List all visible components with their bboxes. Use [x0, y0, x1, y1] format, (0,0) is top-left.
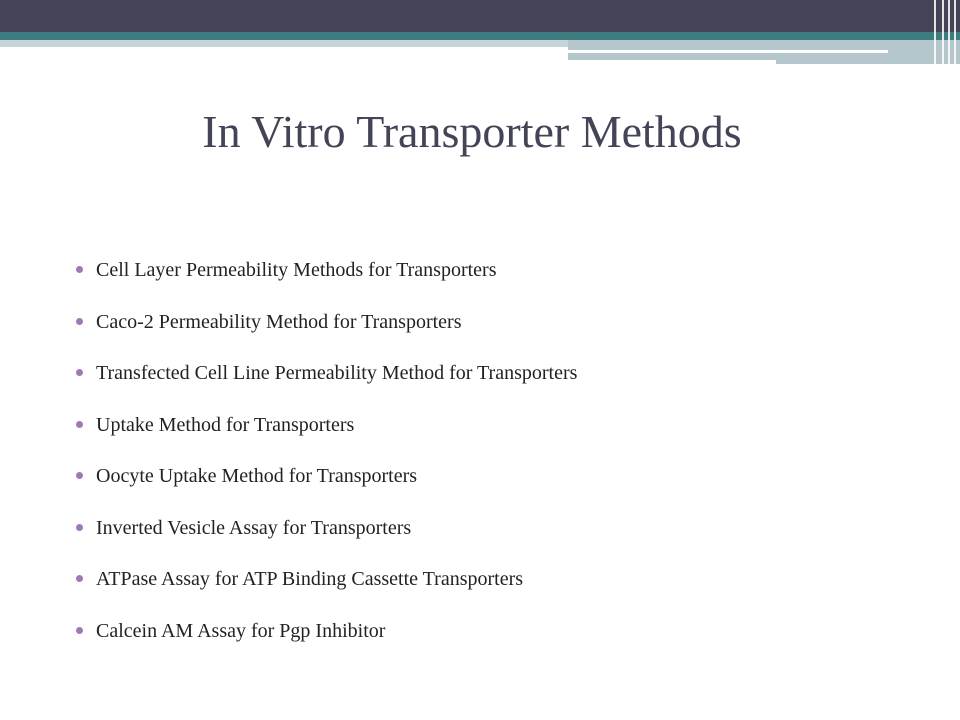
bullet-item [76, 462, 936, 514]
bullet-dot-icon [76, 627, 83, 634]
header-white-line-lower [568, 60, 776, 64]
bullet-dot-icon [76, 369, 83, 376]
bullet-dot-icon [76, 318, 83, 325]
bullet-text: Cell Layer Permeability Methods for Transporters [96, 259, 497, 281]
slide-title: In Vitro Transporter Methods [202, 106, 742, 157]
bullet-list [76, 256, 936, 668]
bullet-dot-icon [76, 575, 83, 582]
bullet-text: ATPase Assay for ATP Binding Cassette Transporters [96, 568, 524, 590]
bullet-item [76, 308, 936, 360]
bullet-item [76, 411, 936, 463]
bullet-text: Oocyte Uptake Method for Transporters [96, 465, 418, 487]
bullet-dot-icon [76, 472, 83, 479]
bullet-text: Uptake Method for Transporters [96, 413, 355, 436]
bullet-item [76, 565, 936, 617]
bullet-dot-icon [76, 421, 83, 428]
header-band-light-left [0, 40, 568, 47]
bullet-dot-icon [76, 524, 83, 531]
bullet-dot-icon [76, 266, 83, 273]
bullet-text: Transfected Cell Line Permeability Method for Transporters [96, 362, 578, 384]
bullet-text: Inverted Vesicle Assay for Transporters [96, 516, 412, 539]
bullet-text: Caco-2 Permeability Method for Transporters [96, 310, 462, 333]
header-band-teal [0, 32, 960, 40]
bullet-item [76, 514, 936, 566]
header-white-line [568, 50, 888, 53]
bullet-item [76, 359, 936, 411]
bullet-item [76, 256, 936, 308]
header-band-dark [0, 0, 960, 32]
bullet-text: Calcein AM Assay for Pgp Inhibitor [96, 619, 386, 642]
header-vertical-stripes [930, 0, 960, 64]
bullet-item [76, 617, 936, 669]
